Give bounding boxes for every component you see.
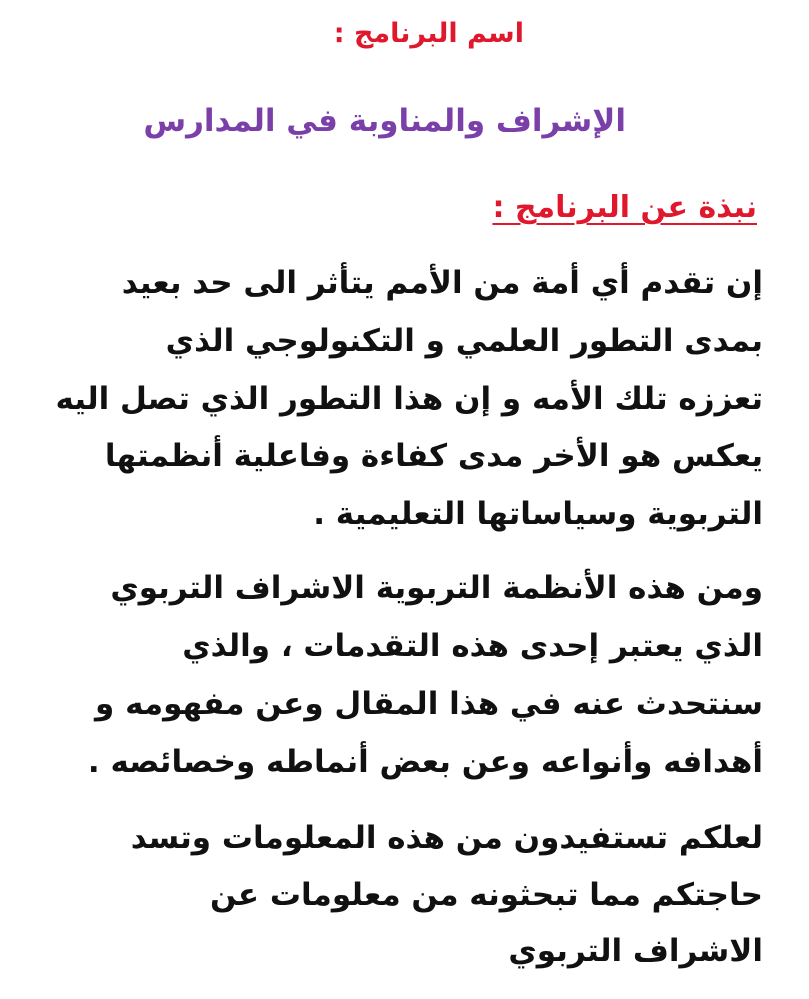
paragraph-3-line-1: لعلكم تستفيدون من هذه المعلومات وتسد <box>130 820 763 856</box>
paragraph-2-line-1: ومن هذه الأنظمة التربوية الاشراف التربوي <box>110 570 763 606</box>
program-label: اسم البرنامج : <box>333 18 524 49</box>
paragraph-1-line-4: يعكس هو الأخر مدى كفاءة وفاعلية أنظمتها <box>104 438 763 474</box>
paragraph-1-line-5: التربوية وسياساتها التعليمية . <box>313 496 763 532</box>
about-heading: نبذة عن البرنامج : <box>492 190 757 225</box>
program-name: الإشراف والمناوبة في المدارس <box>143 103 626 139</box>
paragraph-2-line-4: أهدافه وأنواعه وعن بعض أنماطه وخصائصه . <box>87 744 763 780</box>
paragraph-3-line-2: حاجتكم مما تبحثونه من معلومات عن <box>210 877 763 913</box>
paragraph-1-line-1: إن تقدم أي أمة من الأمم يتأثر الى حد بعيد <box>121 265 763 301</box>
paragraph-1-line-2: بمدى التطور العلمي و التكنولوجي الذي <box>165 323 763 359</box>
paragraph-2-line-3: سنتحدث عنه في هذا المقال وعن مفهومه و <box>95 686 763 722</box>
paragraph-3-line-3: الاشراف التربوي <box>508 933 763 969</box>
paragraph-2-line-2: الذي يعتبر إحدى هذه التقدمات ، والذي <box>182 628 763 664</box>
paragraph-1-line-3: تعززه تلك الأمه و إن هذا التطور الذي تصل اليه <box>55 381 763 417</box>
